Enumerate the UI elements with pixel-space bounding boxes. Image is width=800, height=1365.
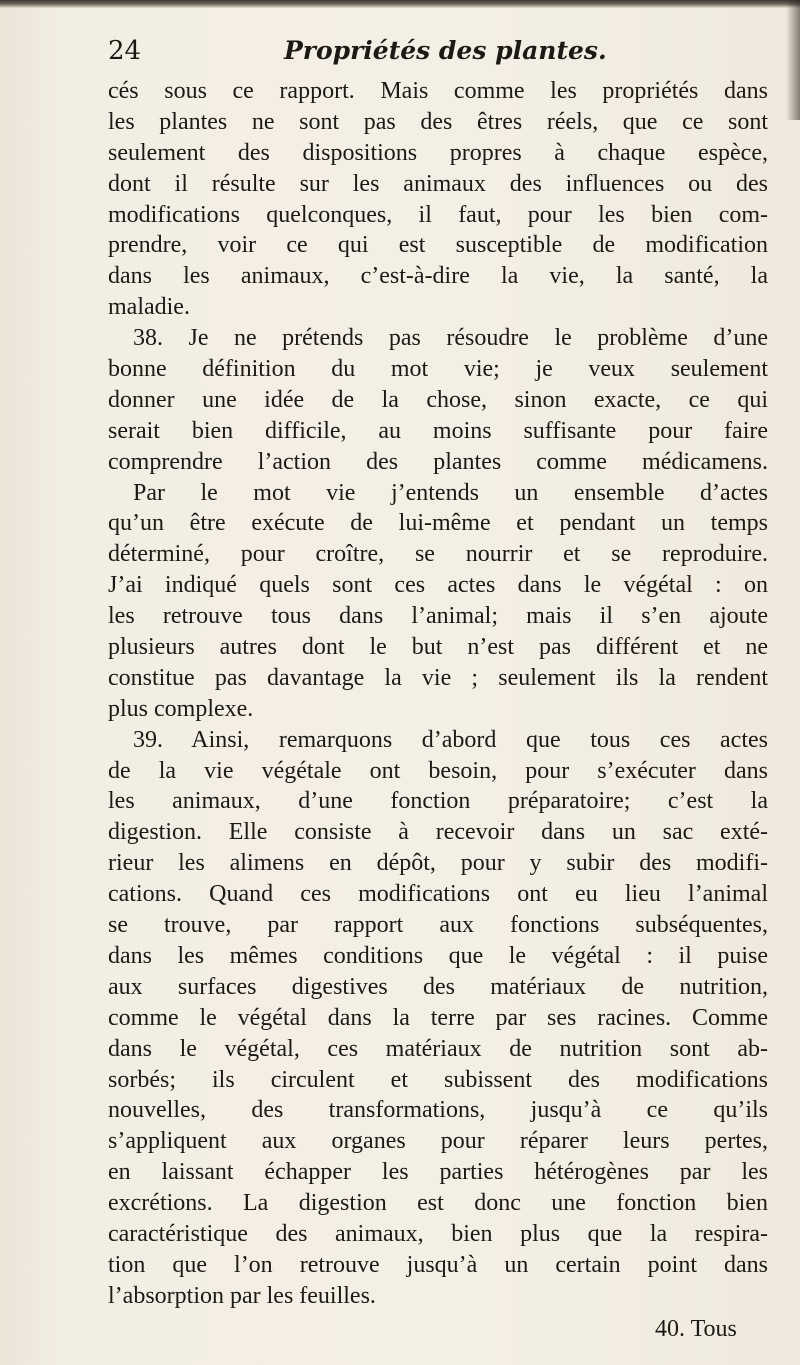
text-line: J’ai indiqué quels sont ces actes dans le végétal : on xyxy=(108,572,768,599)
text-line: l’absorption par les feuilles. xyxy=(108,1282,376,1309)
text-line: se trouve, par rapport aux fonctions subséquentes, xyxy=(108,912,768,939)
text-line: comme le végétal dans la terre par ses racines. Comme xyxy=(108,1004,768,1031)
paragraph-39-start: 39. Ainsi, remarquons d’abord que tous ces actes xyxy=(133,726,768,753)
paragraph-start: Par le mot vie j’entends un ensemble d’actes xyxy=(133,479,768,506)
text-line: dans les mêmes conditions que le végétal : il puise xyxy=(108,942,768,969)
text-line: de la vie végétale ont besoin, pour s’exécuter dans xyxy=(108,757,768,784)
text-line: rieur les alimens en dépôt, pour y subir des modifi- xyxy=(108,850,768,877)
text-line: excrétions. La digestion est donc une fonction bien xyxy=(108,1190,768,1217)
running-title: Propriétés des plantes. xyxy=(284,36,607,65)
text-line: dans le végétal, ces matériaux de nutrition sont ab- xyxy=(108,1035,768,1062)
text-line: les animaux, d’une fonction préparatoire; c’est la xyxy=(108,788,768,815)
text-line: bonne définition du mot vie; je veux seulement xyxy=(108,356,768,383)
text-line: comprendre l’action des plantes comme médicamens. xyxy=(108,448,768,475)
paragraph-38-start: 38. Je ne prétends pas résoudre le problème d’une xyxy=(133,325,768,352)
text-line: cés sous ce rapport. Mais comme les propriétés dans xyxy=(108,78,768,104)
text-line: en laissant échapper les parties hétérogènes par les xyxy=(108,1159,768,1186)
text-line: digestion. Elle consiste à recevoir dans un sac exté- xyxy=(108,819,768,846)
text-line: constitue pas davantage la vie ; seulement ils la rendent xyxy=(108,664,768,691)
text-line: les plantes ne sont pas des êtres réels, que ce sont xyxy=(108,108,768,135)
text-line: cations. Quand ces modifications ont eu lieu l’animal xyxy=(108,881,768,908)
text-line: serait bien difficile, au moins suffisante pour faire xyxy=(108,417,768,444)
text-line: nouvelles, des transformations, jusqu’à ce qu’ils xyxy=(108,1097,768,1124)
text-line: qu’un être exécute de lui-même et pendant un temps xyxy=(108,510,768,537)
text-line: plusieurs autres dont le but n’est pas différent et ne xyxy=(108,634,768,661)
text-line: dont il résulte sur les animaux des influences ou des xyxy=(108,170,768,197)
text-line: les retrouve tous dans l’animal; mais il s’en ajoute xyxy=(108,603,768,630)
body-text xyxy=(108,76,768,1312)
catchword: 40. Tous xyxy=(655,1316,737,1342)
text-line: sorbés; ils circulent et subissent des modifications xyxy=(108,1066,768,1093)
text-line: maladie. xyxy=(108,294,190,321)
text-line: dans les animaux, c’est-à-dire la vie, la santé, la xyxy=(108,263,768,290)
text-line: caractéristique des animaux, bien plus que la respira- xyxy=(108,1220,768,1247)
page-number: 24 xyxy=(108,36,142,66)
text-line: tion que l’on retrouve jusqu’à un certain point dans xyxy=(108,1251,768,1278)
text-line: prendre, voir ce qui est susceptible de modification xyxy=(108,232,768,259)
text-line: aux surfaces digestives des matériaux de nutrition, xyxy=(108,973,768,1000)
text-line: seulement des dispositions propres à chaque espèce, xyxy=(108,139,768,166)
page-top-edge xyxy=(0,0,800,8)
text-line: donner une idée de la chose, sinon exacte, ce qui xyxy=(108,386,768,413)
text-line: modifications quelconques, il faut, pour les bien com- xyxy=(108,201,768,228)
page-right-edge-shadow xyxy=(786,0,800,120)
page-header xyxy=(108,36,768,76)
text-line: s’appliquent aux organes pour réparer leurs pertes, xyxy=(108,1128,768,1155)
text-line: plus complexe. xyxy=(108,695,254,722)
text-line: déterminé, pour croître, se nourrir et se reproduire. xyxy=(108,541,768,568)
